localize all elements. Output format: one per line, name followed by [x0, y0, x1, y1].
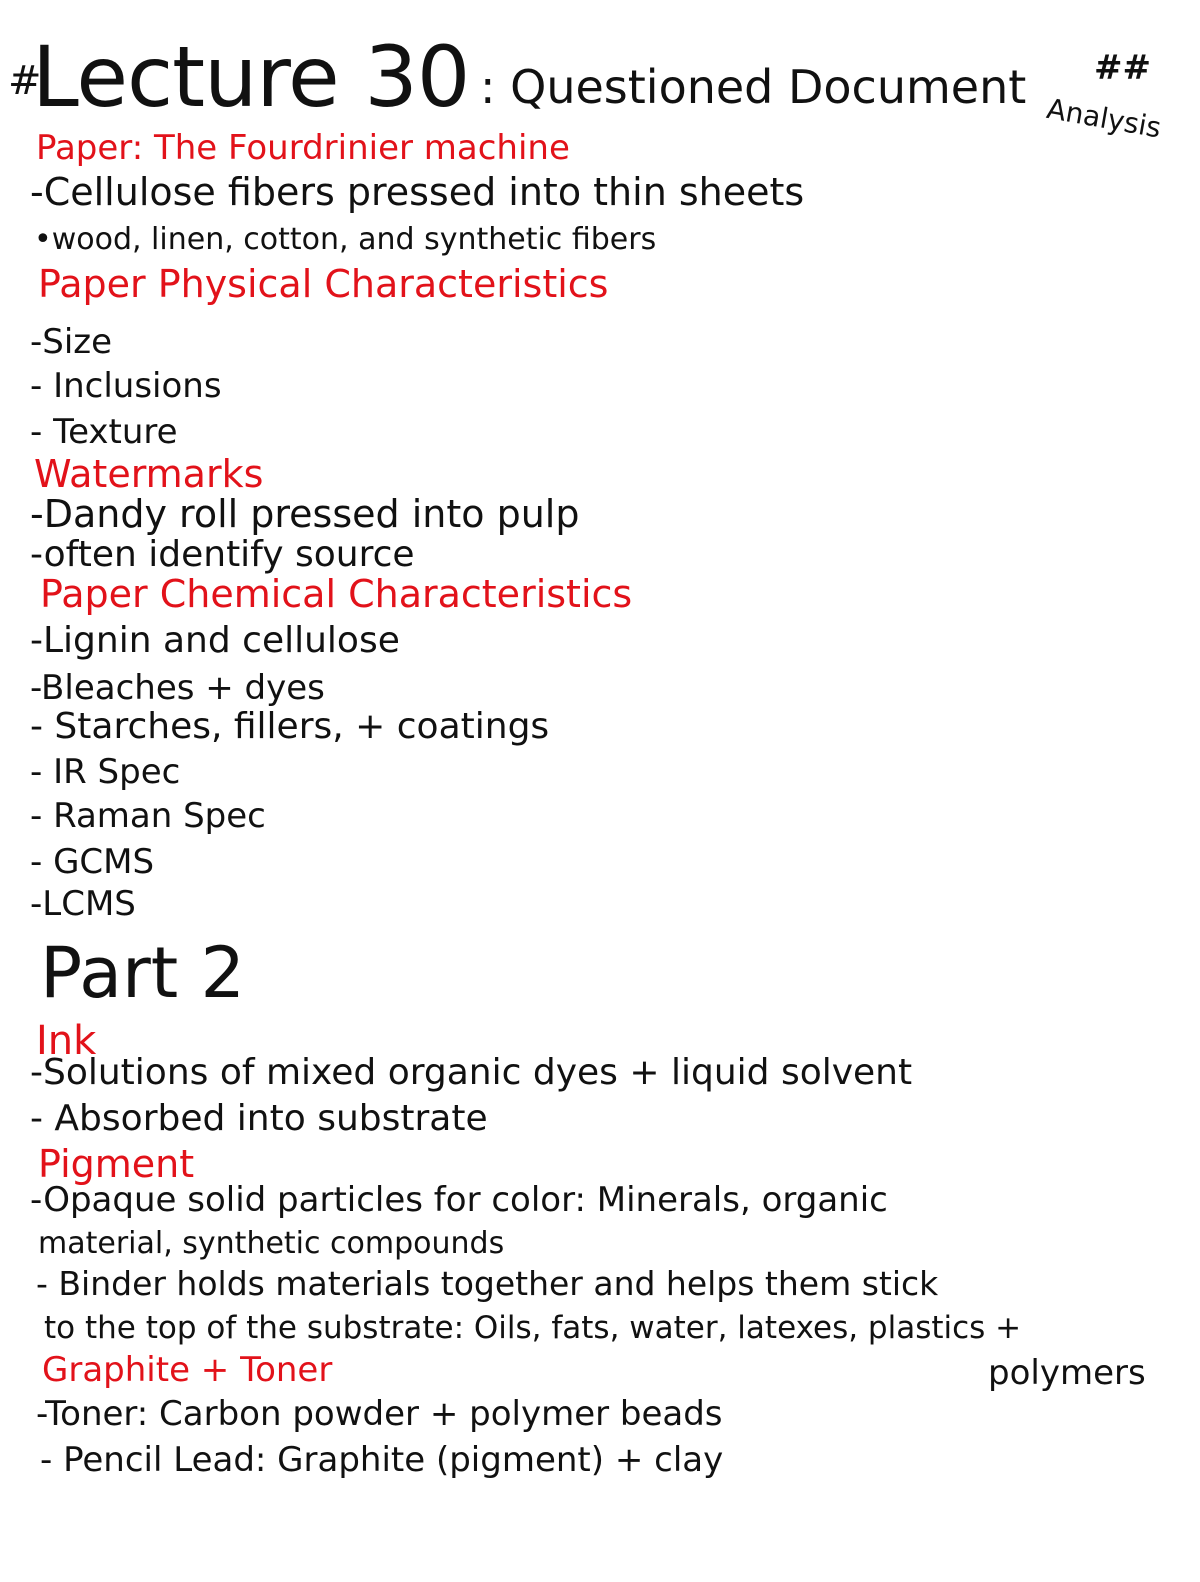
- title-hash: #: [8, 58, 42, 104]
- ink-bullet: material, synthetic compounds: [38, 1226, 505, 1261]
- paper-bullet: - Inclusions: [30, 366, 222, 406]
- lecture-subject: : Questioned Document: [480, 60, 1027, 114]
- paper-heading: Paper: The Fourdrinier machine: [36, 128, 570, 168]
- paper-heading: Watermarks: [34, 452, 264, 496]
- paper-bullet: -Lignin and cellulose: [30, 620, 400, 661]
- ink-bullet: - Absorbed into substrate: [30, 1098, 488, 1139]
- paper-bullet: -Cellulose fibers pressed into thin sheets: [30, 170, 805, 214]
- ink-bullet: - Pencil Lead: Graphite (pigment) + clay: [40, 1440, 724, 1480]
- lecture-subject-tail: Analysis: [1044, 92, 1164, 145]
- polymers-note: polymers: [988, 1353, 1146, 1393]
- paper-bullet: - Raman Spec: [30, 796, 266, 836]
- paper-bullet: -LCMS: [30, 884, 136, 924]
- paper-bullet: - GCMS: [30, 842, 155, 882]
- ink-bullet: -Toner: Carbon powder + polymer beads: [36, 1394, 723, 1434]
- paper-bullet: -Dandy roll pressed into pulp: [30, 492, 580, 536]
- ink-bullet: -Opaque solid particles for color: Minerals, organic: [30, 1180, 888, 1220]
- ink-bullet: - Binder holds materials together and helps them stick: [36, 1264, 939, 1303]
- paper-bullet: - IR Spec: [30, 752, 181, 792]
- paper-bullet: - Starches, fillers, + coatings: [30, 706, 550, 747]
- part-2-heading: Part 2: [40, 932, 245, 1014]
- paper-bullet: -often identify source: [30, 534, 415, 575]
- ink-heading: Ink: [36, 1018, 97, 1064]
- paper-bullet: •wood, linen, cotton, and synthetic fibers: [34, 222, 657, 257]
- paper-heading: Paper Physical Characteristics: [38, 262, 609, 306]
- corner-mark: ##: [1094, 48, 1151, 88]
- ink-heading: Graphite + Toner: [42, 1350, 333, 1390]
- paper-heading: Paper Chemical Characteristics: [40, 572, 633, 616]
- ink-bullet: to the top of the substrate: Oils, fats, water, latexes, plastics +: [44, 1310, 1022, 1346]
- paper-bullet: - Texture: [30, 412, 178, 452]
- lecture-title: Lecture 30: [32, 28, 470, 126]
- ink-bullet: -Solutions of mixed organic dyes + liquid solvent: [30, 1052, 913, 1093]
- paper-bullet: -Size: [30, 322, 113, 362]
- ink-heading: Pigment: [38, 1142, 195, 1186]
- paper-bullet: -Bleaches + dyes: [30, 668, 325, 708]
